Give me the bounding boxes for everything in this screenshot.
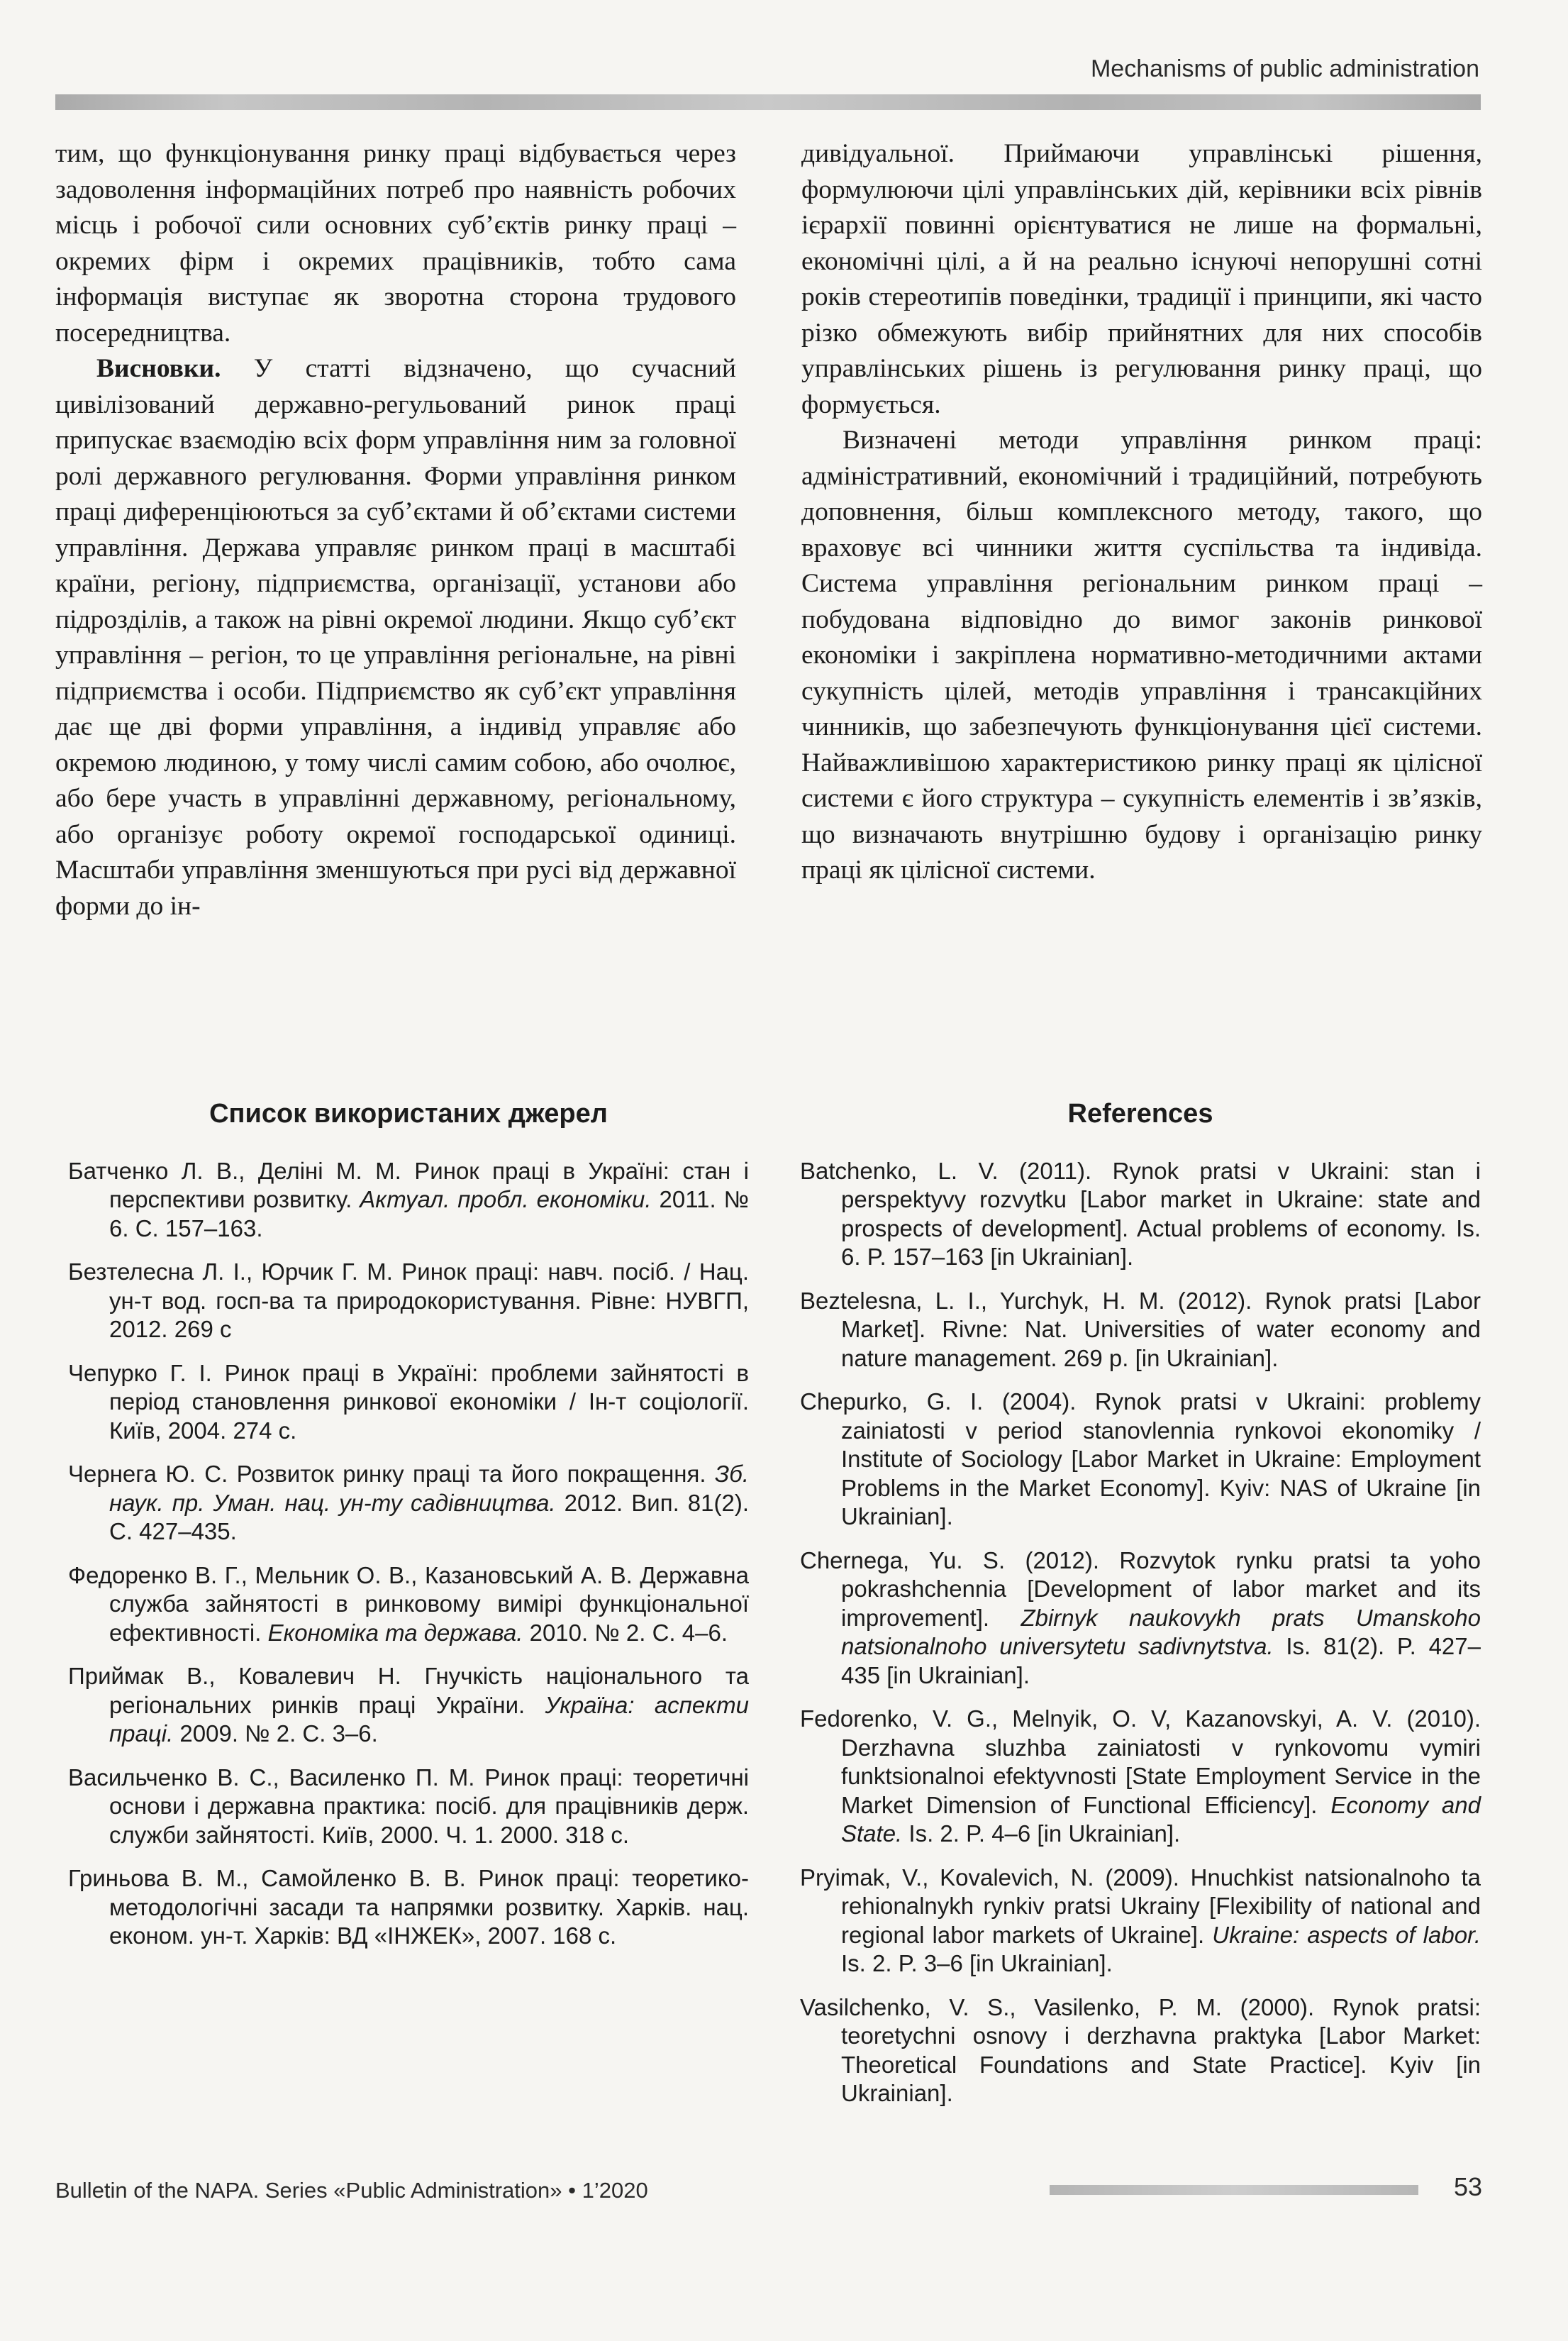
reference-text: Батченко Л. В., Делінi М. М. Ринок праці в Україні: стан і перспективи розвитку. [68,1157,749,1212]
body-column-left [55,136,736,924]
reference-item [800,1287,1481,1373]
reference-item [800,1546,1481,1690]
reference-text: Федоренко В. Г., Мельник О. В., Казановський А. В. Державна служба зайнятості в ринковому вимірі функціональної ефективності. [68,1561,749,1646]
footer-journal: Bulletin of the NAPA. Series «Public Administration» • 1’2020 [55,2178,648,2203]
reference-text: Is. 2. P. 4–6 [in Ukrainian]. [902,1820,1181,1847]
references-ua-list [68,1157,749,1951]
reference-text: Chernega, Yu. S. (2012). Rozvytok rynku pratsi ta yoho pokrashchennia [Development of labor market and its improvement]. [800,1546,1481,1631]
reference-text: Безтелесна Л. І., Юрчик Г. М. Ринок праці: навч. посіб. / Нац. ун-т вод. госп-ва та природокористування. Рівне: НУВГП, 2012. 269 с [68,1258,749,1342]
reference-item [68,1157,749,1244]
body-paragraph: дивідуальної. Приймаючи управлінські рішення, формулюючи цілі управлінських дій, керівники всіх рівнів ієрархії повинні орієнтуватися не лише на формальні, економічні цілі, а й на реально існуючі непорушні сотні років стереотипів поведінки, традиції і принципи, які часто різко обмежують вибір прийнятних для них способів управлінських рішень із регулювання ринку праці, що формується. [801,139,1482,419]
page-number: 53 [1453,2172,1482,2201]
reference-text: Batchenko, L. V. (2011). Rynok pratsi v Ukraini: stan i perspektyvy rozvytku [Labor market in Ukraine: state and prospects of development]. Actual problems of economy. Is. 6. P. 157–163 [in Ukrainian]. [800,1157,1481,1270]
reference-text: 2009. № 2. С. 3–6. [173,1720,378,1747]
reference-item [800,1388,1481,1532]
reference-source: Ukraine: aspects of labor. [1212,1921,1481,1948]
references-english [800,1100,1481,2123]
reference-text: Chepurko, G. I. (2004). Rynok pratsi v Ukraini: problemy zainiatosti v period stanovlennia rynkovoi ekonomiky / Institute of Sociology [Labor Market in Ukraine: Employment Problems in the Market Economy]. Kyiv: NAS of Ukraine [in Ukrainian]. [800,1388,1481,1529]
reference-item [68,1460,749,1546]
header-rule [55,94,1481,110]
reference-source: Україна: аспекти праці. [109,1691,749,1747]
references-en-list [800,1157,1481,2108]
reference-text: Is. 2. P. 3–6 [in Ukrainian]. [841,1950,1113,1976]
reference-text: Гриньова В. М., Самойленко В. В. Ринок праці: теоретико-методологічні засади та напрямки розвитку. Харків. нац. економ. ун-т. Харків: ВД «ІНЖЕК», 2007. 168 с. [68,1865,749,1949]
reference-item [800,1705,1481,1849]
body-paragraph: тим, що функціонування ринку праці відбувається через задоволення інформаційних потреб про наявність робочих місць і робочої сили основних суб’єктів ринку праці – окремих фірм і окремих працівників, тобто сама інформація виступає як зворотна сторона трудового посередництва. [55,139,736,348]
reference-source: Zbirnyk naukovykh prats Umanskoho natsionalnoho universytetu sadivnytstva. [841,1604,1481,1659]
reference-source: Економіка та держава. [267,1619,523,1646]
reference-source: Economy and State. [841,1791,1481,1847]
reference-item [68,1561,749,1648]
conclusions-paragraph [55,351,736,924]
reference-source: Актуал. пробл. економіки. [360,1186,652,1212]
reference-text: 2011. № 6. С. 157–163. [109,1186,749,1241]
reference-text: Fedorenko, V. G., Melnyik, O. V, Kazanovskyi, A. V. (2010). Derzhavna sluzhba zainiatosti v rynkovomu vymiri funktsionalnoi efektyvnosti [State Employment Service in the Market Dimension of Functional Efficiency]. [800,1705,1481,1818]
references-ukrainian [68,1100,749,1966]
reference-item [68,1864,749,1951]
reference-text: Васильченко В. С., Василенко П. М. Ринок праці: теоретичні основи і державна практика: посіб. для працівників держ. служби зайнятості. Київ, 2000. Ч. 1. 2000. 318 с. [68,1764,749,1848]
references-ua-heading: Список використаних джерел [209,1099,608,1129]
references-en-heading: References [1067,1099,1213,1129]
conclusions-heading: Висновки. [96,354,221,383]
reference-item [800,1993,1481,2108]
reference-text: Приймак В., Ковалевич Н. Гнучкість національного та регіональних ринків праці України. [68,1663,749,1718]
reference-item [68,1359,749,1446]
body-column-right [801,136,1482,889]
reference-text: Beztelesna, L. I., Yurchyk, H. M. (2012). Rynok pratsi [Labor Market]. Rivne: Nat. Universities of water economy and nature management. 269 p. [in Ukrainian]. [800,1287,1481,1371]
reference-item [800,1157,1481,1272]
body-paragraph: Визначені методи управління ринком праці: адміністративний, економічний і традиційний, потребують доповнення, більш комплексного методу, такого, що враховує всі чинники життя суспільства та індивіда. Система управління регіональним ринком праці – побудована відповідно до вимог законів ринкової економіки і закріплена нормативно-методичними актами сукупність цілей, методів управління і трансакційних чинників, що забезпечують функціонування цієї системи. Найважливішою характеристикою ринку праці як цілісної системи є його структура – сукупність елементів і зв’язків, що визначають внутрішню будову і організацію ринку праці як цілісної системи. [801,426,1482,885]
reference-item [68,1764,749,1850]
conclusions-text: У статті відзначено, що сучасний цивілізований державно-регульований ринок праці припускає взаємодію всіх форм управління ним за головної ролі державного регулювання. Форми управління ринком праці диференціюються за суб’єктами й об’єктами системи управління. Держава управляє ринком праці в масштабі країни, регіону, підприємства, організації, установи або підрозділів, а також на рівні окремої людини. Якщо суб’єкт управління – регіон, то це управління регіональне, на рівні підприємства і особи. Підприємство як суб’єкт управління дає ще дві форми управління, а індивід управляє або окремою людиною, у тому числі самим собою, або очолює, або бере участь в управлінні державному, регіональному, або організує роботу окремої господарської одиниці. Масштаби управління зменшуються при русі від державної форми до ін- [55,354,736,921]
reference-text: Pryimak, V., Kovalevich, N. (2009). Hnuchkist natsionalnoho ta rehionalnykh rynkiv pratsi Ukrainy [Flexibility of national and regional labor markets of Ukraine]. [800,1864,1481,1948]
reference-text: Чернега Ю. С. Розвиток ринку праці та його покращення. [68,1461,715,1487]
footer-rule [1050,2185,1418,2195]
reference-text: Чепурко Г. І. Ринок праці в Україні: проблеми зайнятості в період становлення ринкової економіки / Ін-т соціології. Київ, 2004. 274 с. [68,1359,749,1444]
reference-text: 2010. № 2. С. 4–6. [523,1619,728,1646]
reference-item [68,1662,749,1749]
reference-item [68,1258,749,1344]
reference-source: Зб. наук. пр. Уман. нац. ун-ту садівництва. [109,1461,749,1516]
running-header: Mechanisms of public administration [1090,55,1479,82]
reference-item [800,1864,1481,1978]
reference-text: Is. 81(2). P. 427–435 [in Ukrainian]. [841,1633,1481,1688]
reference-text: Vasilchenko, V. S., Vasilenko, P. M. (2000). Rynok pratsi: teoretychni osnovy i derzhavna praktyka [Labor Market: Theoretical Foundations and State Practice]. Kyiv [in Ukrainian]. [800,1993,1481,2106]
reference-text: 2012. Вип. 81(2). С. 427–435. [109,1489,749,1544]
